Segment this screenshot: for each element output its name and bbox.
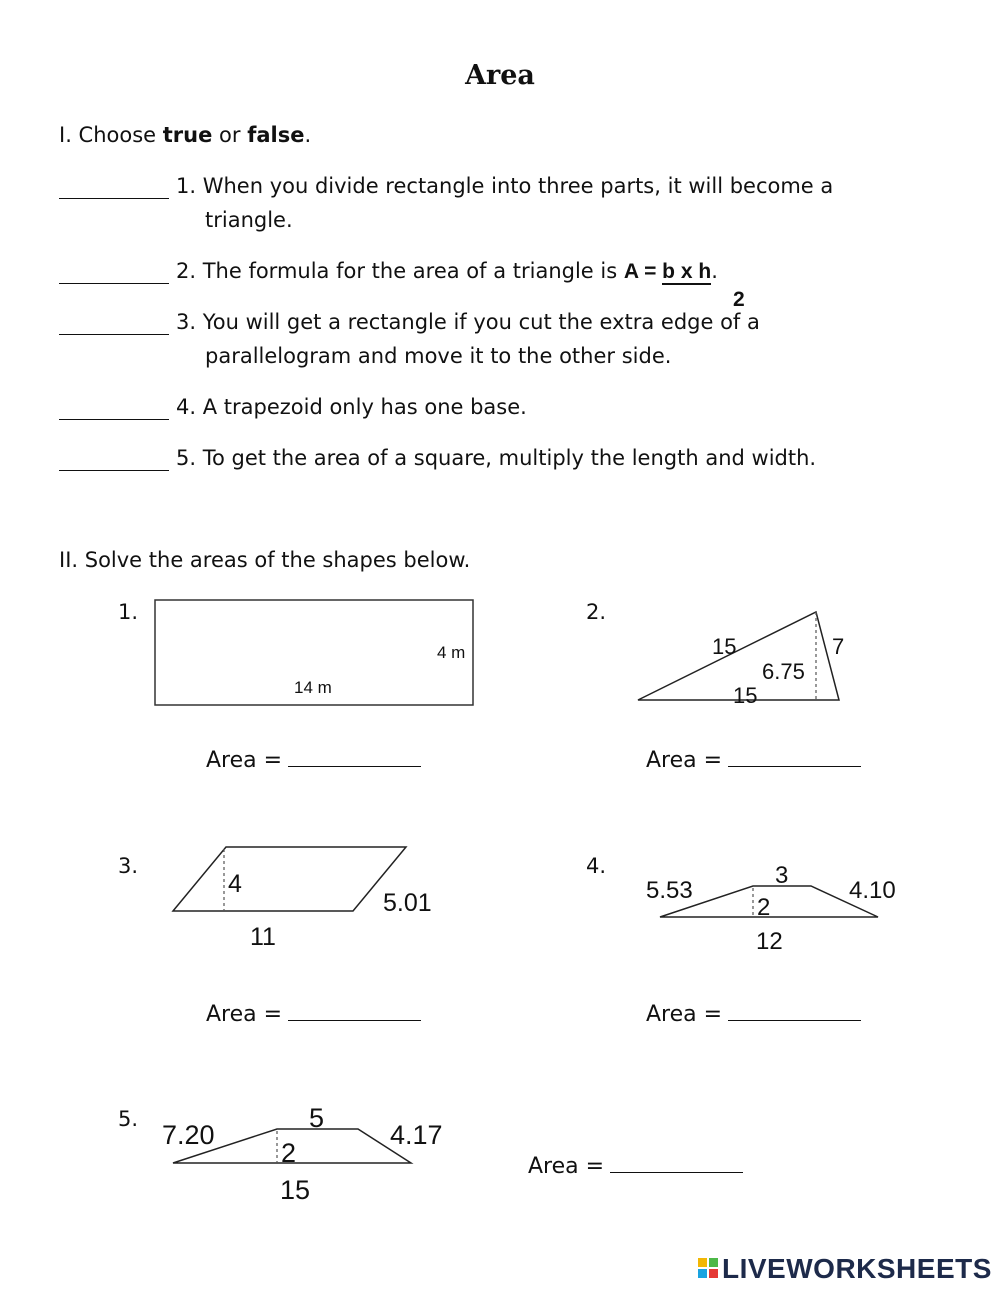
area-answer-3 (206, 1002, 421, 1027)
question-2-text: 2. The formula for the area of a triangle is (176, 259, 624, 283)
area-answer-1 (206, 748, 421, 773)
area-blank-2[interactable] (728, 748, 861, 767)
question-2-end: . (711, 259, 718, 283)
heading-text: I. Choose (59, 123, 163, 147)
logo-square-red (709, 1269, 718, 1278)
trapezoid-5-base-label: 15 (280, 1175, 311, 1205)
formula-lhs: A = (623, 260, 663, 283)
triangle-side-b-label: 7 (832, 634, 845, 659)
question-5: 5. To get the area of a square, multiply the length and width. (176, 446, 817, 470)
area-blank-5[interactable] (610, 1154, 743, 1173)
heading-true: true (162, 123, 213, 147)
parallelogram-side-label: 5.01 (383, 889, 432, 917)
triangle-height-label: 6.75 (762, 659, 805, 684)
shape-5-number: 5. (118, 1107, 139, 1131)
area-blank-3[interactable] (288, 1002, 421, 1021)
shape-1-number: 1. (118, 600, 139, 624)
heading-false: false (247, 123, 305, 147)
rectangle-length-label: 14 m (294, 678, 332, 697)
trapezoid-5-top-label: 5 (309, 1103, 325, 1133)
area-label: Area = (528, 1154, 605, 1179)
logo-square-green (709, 1258, 718, 1267)
trapezoid-4-height-label: 2 (757, 894, 771, 921)
liveworksheets-logo: LIVEWORKSHEETS (722, 1253, 992, 1284)
heading-text: . (304, 123, 312, 147)
shape-4-number: 4. (586, 854, 607, 878)
logo-square-blue (698, 1269, 707, 1278)
area-label: Area = (646, 1002, 723, 1027)
area-answer-5 (528, 1154, 743, 1179)
triangle-side-a-label: 15 (712, 634, 737, 659)
heading-text: or (212, 123, 248, 147)
parallelogram-shape (173, 847, 406, 911)
area-label: Area = (206, 748, 283, 773)
question-1-line1: 1. When you divide rectangle into three parts, it will become a (176, 174, 834, 198)
triangle-base-label: 15 (733, 683, 758, 708)
trapezoid-4-top-label: 3 (775, 862, 789, 889)
section2-heading: II. Solve the areas of the shapes below. (59, 548, 471, 572)
trapezoid-5-height-label: 2 (281, 1138, 297, 1168)
area-answer-4 (646, 1002, 861, 1027)
trapezoid-5-right-label: 4.17 (390, 1120, 443, 1150)
parallelogram-height-label: 4 (228, 870, 242, 898)
question-3-line1: 3. You will get a rectangle if you cut the extra edge of a (176, 310, 760, 334)
area-blank-4[interactable] (728, 1002, 861, 1021)
area-answer-2 (646, 748, 861, 773)
rectangle-width-label: 4 m (437, 643, 466, 662)
area-blank-1[interactable] (288, 748, 421, 767)
shape-3-number: 3. (118, 854, 139, 878)
question-3-line2: parallelogram and move it to the other side. (205, 344, 672, 368)
question-4: 4. A trapezoid only has one base. (176, 395, 527, 419)
logo-square-yellow (698, 1258, 707, 1267)
trapezoid-4-base-label: 12 (756, 928, 783, 955)
parallelogram-base-label: 11 (250, 923, 276, 951)
question-1-line2: triangle. (205, 208, 293, 232)
formula-numerator: b x h (662, 260, 712, 283)
trapezoid-4-left-label: 5.53 (646, 877, 693, 904)
page-title: Area (465, 60, 535, 91)
formula-denominator: 2 (733, 288, 745, 311)
area-label: Area = (646, 748, 723, 773)
trapezoid-4-right-label: 4.10 (849, 877, 896, 904)
shape-2-number: 2. (586, 600, 607, 624)
area-label: Area = (206, 1002, 283, 1027)
trapezoid-5-left-label: 7.20 (162, 1120, 215, 1150)
